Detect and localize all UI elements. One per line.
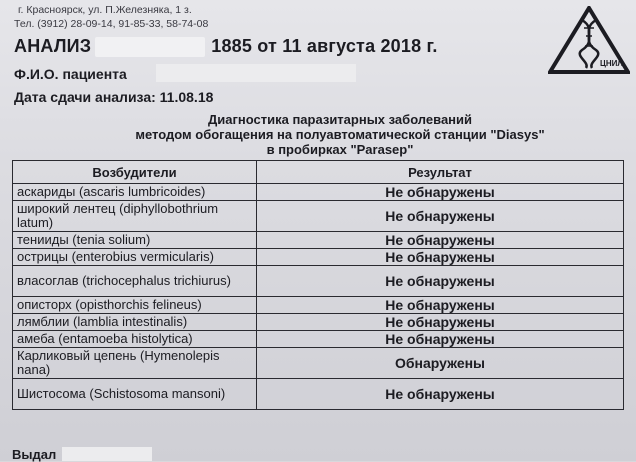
sample-date-value: 11.08.18 bbox=[159, 89, 214, 105]
lab-address: г. Красноярск, ул. П.Железняка, 1 з. bbox=[18, 4, 192, 16]
result-cell: Не обнаружены bbox=[257, 201, 624, 232]
lab-phones: Тел. (3912) 28-09-14, 91-85-33, 58-74-08 bbox=[14, 18, 209, 30]
table-row bbox=[13, 297, 624, 314]
redacted-patient-name bbox=[156, 64, 356, 82]
sample-date-label: Дата сдачи анализа: bbox=[14, 89, 156, 105]
patient-label: Ф.И.О. пациента bbox=[14, 66, 127, 82]
pathogen-cell: власоглав (trichocephalus trichiurus) bbox=[13, 266, 257, 297]
header-pathogens: Возбудители bbox=[13, 161, 257, 184]
lab-logo-icon bbox=[548, 6, 630, 74]
pathogen-cell: описторх (opisthorchis felineus) bbox=[13, 297, 257, 314]
analysis-prefix: АНАЛИЗ bbox=[14, 36, 92, 56]
table-row bbox=[13, 232, 624, 249]
table-header-row bbox=[13, 161, 624, 184]
redacted-number bbox=[95, 37, 205, 57]
analysis-title bbox=[14, 36, 438, 57]
table-row bbox=[13, 201, 624, 232]
pathogen-cell: широкий лентец (diphyllobothrium latum) bbox=[13, 201, 257, 232]
result-cell: Обнаружены bbox=[257, 348, 624, 379]
pathogen-cell: Шистосома (Schistosoma mansoni) bbox=[13, 379, 257, 410]
pathogen-cell: тенииды (tenia solium) bbox=[13, 232, 257, 249]
result-cell: Не обнаружены bbox=[257, 249, 624, 266]
analysis-number-date: 1885 от 11 августа 2018 г. bbox=[211, 36, 438, 56]
pathogen-cell: аскариды (ascaris lumbricoides) bbox=[13, 184, 257, 201]
result-cell: Не обнаружены bbox=[257, 297, 624, 314]
table-row bbox=[13, 348, 624, 379]
result-cell: Не обнаружены bbox=[257, 379, 624, 410]
table-row bbox=[13, 266, 624, 297]
result-cell: Не обнаружены bbox=[257, 232, 624, 249]
pathogen-cell: Карликовый цепень (Hymenolepis nana) bbox=[13, 348, 257, 379]
issued-by-label: Выдал bbox=[12, 447, 57, 462]
subtitle-line: в пробирках "Parasep" bbox=[266, 142, 414, 157]
pathogen-cell: амеба (entamoeba histolytica) bbox=[13, 331, 257, 348]
sample-date-row bbox=[14, 89, 213, 105]
result-cell: Не обнаружены bbox=[257, 266, 624, 297]
result-cell: Не обнаружены bbox=[257, 184, 624, 201]
result-cell: Не обнаружены bbox=[257, 314, 624, 331]
subtitle-line: Диагностика паразитарных заболеваний bbox=[207, 112, 473, 127]
table-row bbox=[13, 379, 624, 410]
table-row bbox=[13, 331, 624, 348]
table-row bbox=[13, 184, 624, 201]
redacted-issuer bbox=[62, 447, 152, 461]
pathogen-cell: острицы (enterobius vermicularis) bbox=[13, 249, 257, 266]
result-cell: Не обнаружены bbox=[257, 331, 624, 348]
table-row bbox=[13, 314, 624, 331]
subtitle-line: методом обогащения на полуавтоматической станции "Diasys" bbox=[135, 127, 545, 142]
header-result: Результат bbox=[257, 161, 624, 184]
pathogen-cell: лямблии (lamblia intestinalis) bbox=[13, 314, 257, 331]
logo-text: ЦНИЛ bbox=[600, 59, 623, 68]
results-table bbox=[12, 160, 624, 410]
table-row bbox=[13, 249, 624, 266]
